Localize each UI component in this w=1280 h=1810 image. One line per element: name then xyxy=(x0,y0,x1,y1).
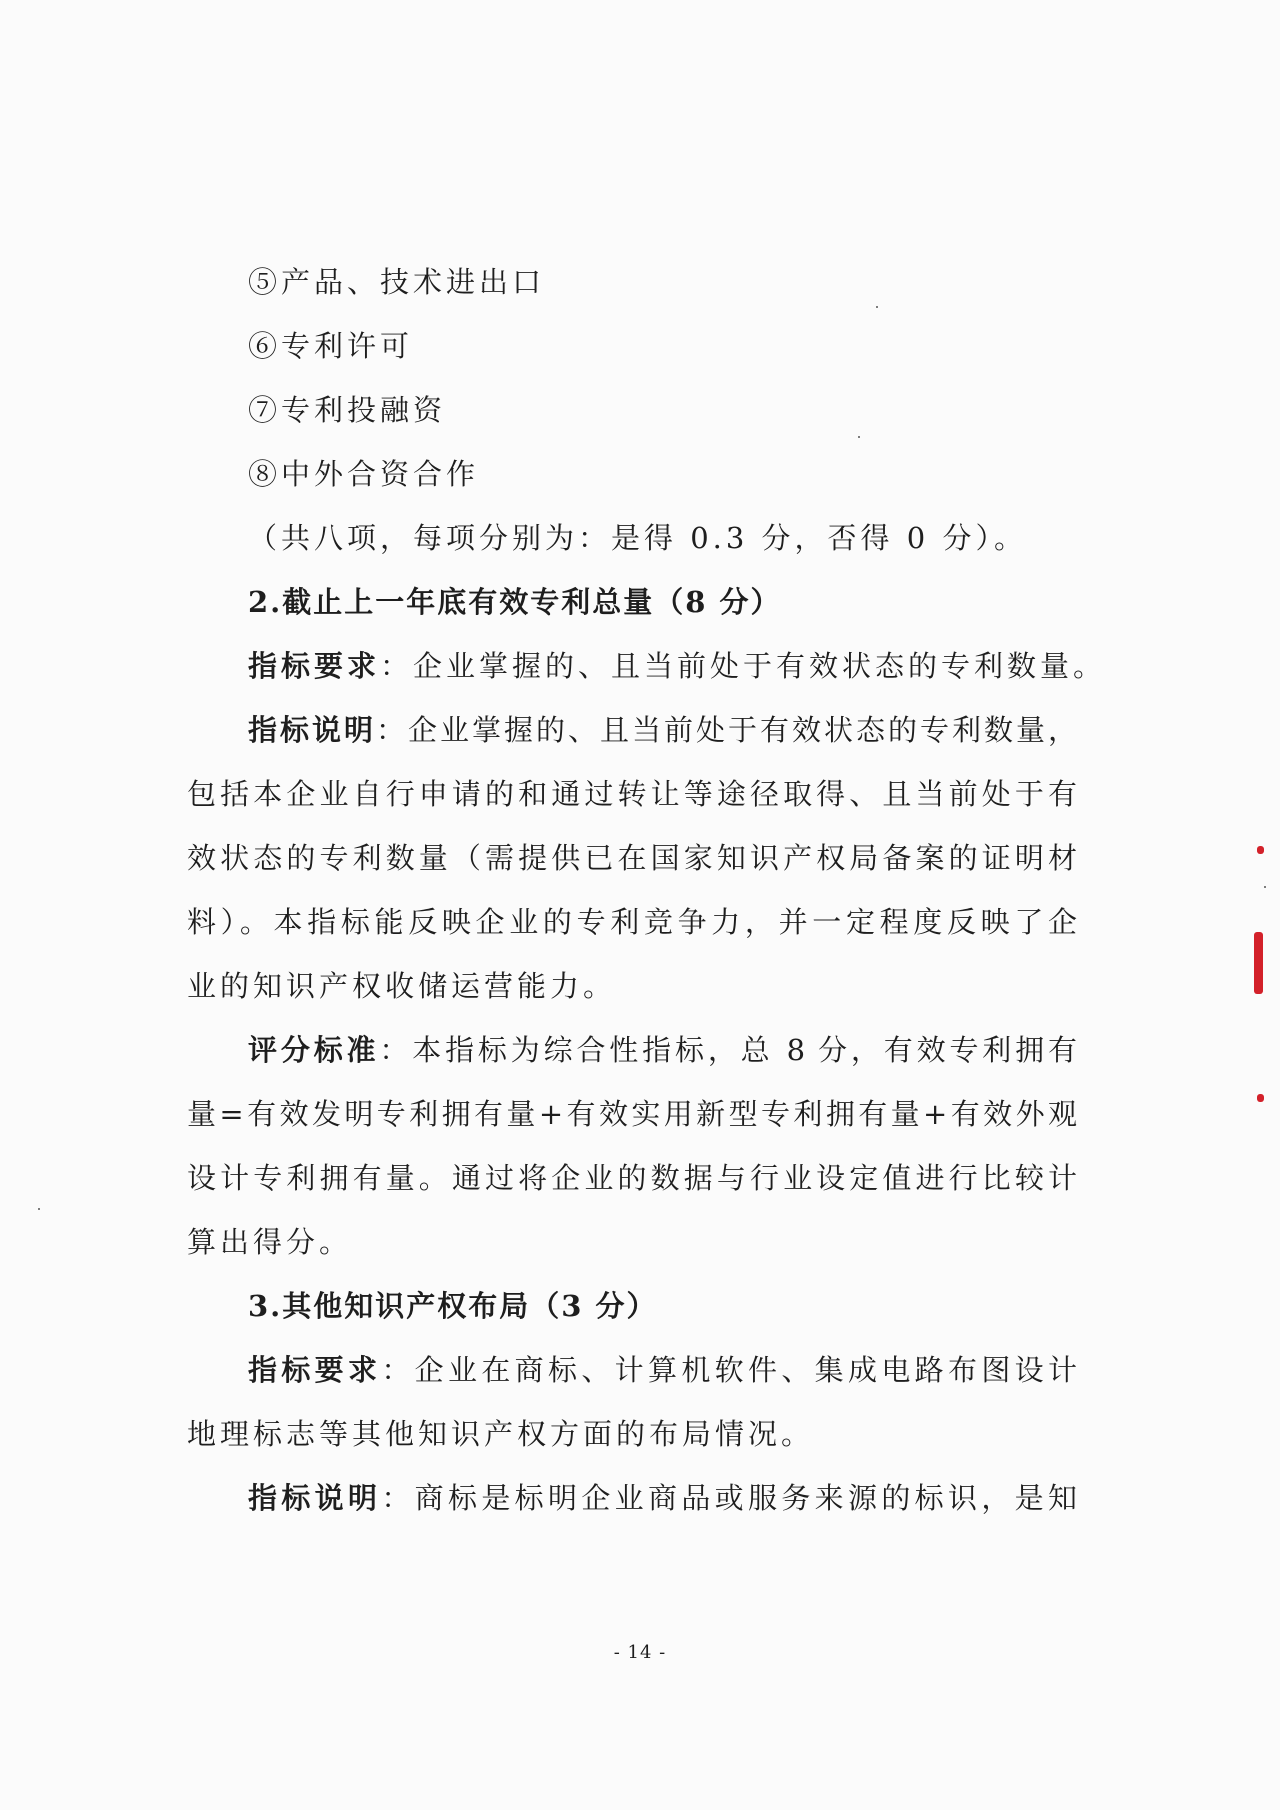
list-item-8: ⑧中外合资合作 xyxy=(248,457,480,491)
paragraph-line: 效状态的专利数量（需提供已在国家知识产权局备案的证明材 xyxy=(187,841,1077,875)
requirement-label: 指标要求 xyxy=(248,649,381,683)
scan-speck xyxy=(1264,886,1266,888)
section2-requirement xyxy=(248,646,1107,686)
seal-fragment xyxy=(1254,932,1263,994)
requirement-text: ：企业在商标、计算机软件、集成电路布图设计 xyxy=(381,1353,1077,1387)
scan-speck xyxy=(876,306,878,308)
section3-requirement xyxy=(248,1350,1077,1390)
paragraph-line: 算出得分。 xyxy=(187,1225,353,1259)
requirement-label: 指标要求 xyxy=(248,1353,382,1387)
paragraph-line: 业的知识产权收储运营能力。 xyxy=(187,969,617,1003)
description-text: ：商标是标明企业商品或服务来源的标识，是知 xyxy=(381,1481,1077,1515)
list-item-6: ⑥专利许可 xyxy=(248,329,414,363)
list-item-7: ⑦专利投融资 xyxy=(248,393,447,427)
description-label: 指标说明 xyxy=(248,713,376,747)
description-text: ：企业掌握的、且当前处于有效状态的专利数量， xyxy=(376,713,1077,747)
section-heading-2: 2.截止上一年底有效专利总量（8 分） xyxy=(248,585,782,619)
seal-fragment xyxy=(1257,846,1264,854)
description-label: 指标说明 xyxy=(248,1481,382,1515)
section-heading-3: 3.其他知识产权布局（3 分） xyxy=(248,1289,658,1323)
seal-fragment xyxy=(1257,1094,1264,1102)
requirement-text: ：企业掌握的、且当前处于有效状态的专利数量。 xyxy=(380,649,1107,683)
scoring-label: 评分标准 xyxy=(248,1033,380,1067)
section2-description xyxy=(248,710,1077,750)
section3-description xyxy=(248,1478,1077,1518)
scan-speck xyxy=(38,1208,40,1210)
scoring-text: ：本指标为综合性指标，总 8 分，有效专利拥有 xyxy=(379,1033,1077,1067)
page-number: - 14 - xyxy=(613,1642,667,1663)
paragraph-line: 料）。本指标能反映企业的专利竞争力，并一定程度反映了企 xyxy=(187,905,1077,939)
scan-speck xyxy=(858,436,860,438)
list-note: （共八项，每项分别为：是得 0.3 分，否得 0 分）。 xyxy=(248,521,1027,555)
paragraph-line: 地理标志等其他知识产权方面的布局情况。 xyxy=(187,1417,815,1451)
paragraph-line: 设计专利拥有量。通过将企业的数据与行业设定值进行比较计 xyxy=(187,1161,1077,1195)
paragraph-line: 量=有效发明专利拥有量+有效实用新型专利拥有量+有效外观 xyxy=(187,1097,1077,1131)
list-item-5: ⑤产品、技术进出口 xyxy=(248,265,546,299)
section2-scoring xyxy=(248,1030,1077,1070)
paragraph-line: 包括本企业自行申请的和通过转让等途径取得、且当前处于有 xyxy=(187,777,1077,811)
